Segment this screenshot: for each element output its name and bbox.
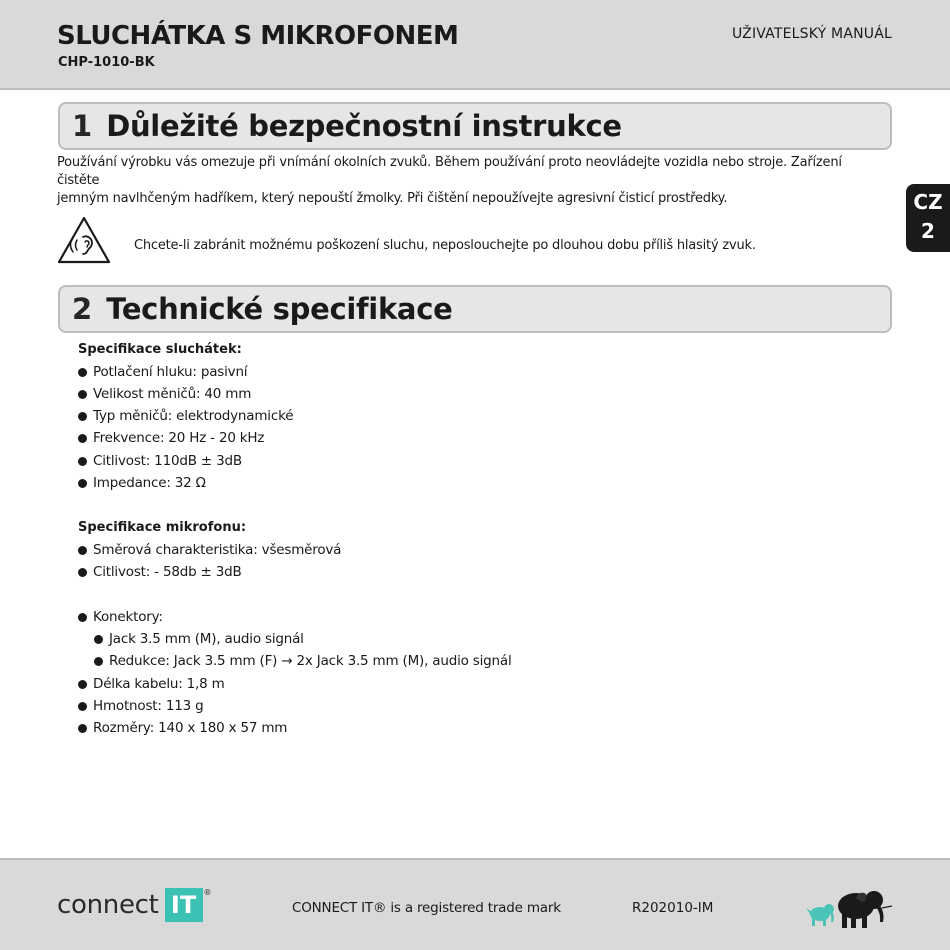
section-1-title: Důležité bezpečnostní instrukce (106, 109, 622, 143)
section-2-title: Technické specifikace (106, 292, 453, 326)
bullet-icon (94, 657, 103, 666)
safety-intro-line: jemným navlhčeným hadříkem, který nepouští žmolky. Při čištění nepoužívejte agresivní čisticí prostředky. (57, 191, 728, 206)
bullet-icon (78, 702, 87, 711)
list-item: Směrová charakteristika: všesměrová (78, 542, 341, 558)
mic-spec-heading: Specifikace mikrofonu: (78, 520, 247, 535)
list-item: Rozměry: 140 x 180 x 57 mm (78, 720, 287, 736)
list-item: Konektory: (78, 609, 163, 625)
headphones-spec-heading: Specifikace sluchátek: (78, 342, 242, 357)
page-footer (0, 858, 950, 950)
document-title: SLUCHÁTKA S MIKROFONEM (57, 21, 459, 51)
bullet-icon (78, 390, 87, 399)
bullet-icon (78, 434, 87, 443)
section-2-number: 2 (72, 292, 93, 326)
list-item: Hmotnost: 113 g (78, 698, 203, 714)
bullet-icon (78, 546, 87, 555)
logo-word: connect (57, 890, 159, 920)
list-item: Délka kabelu: 1,8 m (78, 676, 225, 692)
bullet-icon (78, 724, 87, 733)
list-item: Potlačení hluku: pasivní (78, 364, 247, 380)
list-item: Redukce: Jack 3.5 mm (F) → 2x Jack 3.5 mm (M), audio signál (94, 653, 512, 669)
list-item: Frekvence: 20 Hz - 20 kHz (78, 430, 264, 446)
list-item: Impedance: 32 Ω (78, 475, 206, 491)
hearing-warning-icon (57, 215, 111, 265)
bullet-icon (78, 368, 87, 377)
list-item: Citlivost: - 58db ± 3dB (78, 564, 242, 580)
logo-it-badge: IT (165, 888, 203, 922)
language-page-tab (906, 184, 950, 252)
list-item: Jack 3.5 mm (M), audio signál (94, 631, 304, 647)
page-number: 2 (921, 219, 935, 243)
section-1-heading (58, 102, 892, 150)
section-2-heading (58, 285, 892, 333)
model-number: CHP-1010-BK (58, 55, 155, 70)
document-code: R202010-IM (632, 900, 714, 916)
logo-registered-mark: ® (203, 888, 212, 897)
list-item: Citlivost: 110dB ± 3dB (78, 453, 242, 469)
language-code: CZ (913, 190, 943, 214)
bullet-icon (78, 479, 87, 488)
page-header (0, 0, 950, 90)
bullet-icon (78, 568, 87, 577)
safety-intro-line: Používání výrobku vás omezuje při vnímání okolních zvuků. Během používání proto neovládejte vozidla nebo stroje. Zařízení čistěte (57, 155, 842, 188)
bullet-icon (78, 680, 87, 689)
safety-intro (57, 154, 887, 208)
bullet-icon (78, 412, 87, 421)
hearing-warning-text: Chcete-li zabránit možnému poškození sluchu, neposlouchejte po dlouhou dobu příliš hlasitý zvuk. (134, 238, 756, 253)
list-item: Velikost měničů: 40 mm (78, 386, 251, 402)
manual-label: UŽIVATELSKÝ MANUÁL (731, 26, 892, 42)
list-item: Typ měničů: elektrodynamické (78, 408, 293, 424)
trademark-notice: CONNECT IT® is a registered trade mark (292, 900, 561, 916)
bullet-icon (78, 457, 87, 466)
elephants-logo-icon (804, 882, 894, 930)
bullet-icon (94, 635, 103, 644)
bullet-icon (78, 613, 87, 622)
section-1-number: 1 (72, 109, 93, 143)
connect-it-logo (57, 888, 212, 922)
